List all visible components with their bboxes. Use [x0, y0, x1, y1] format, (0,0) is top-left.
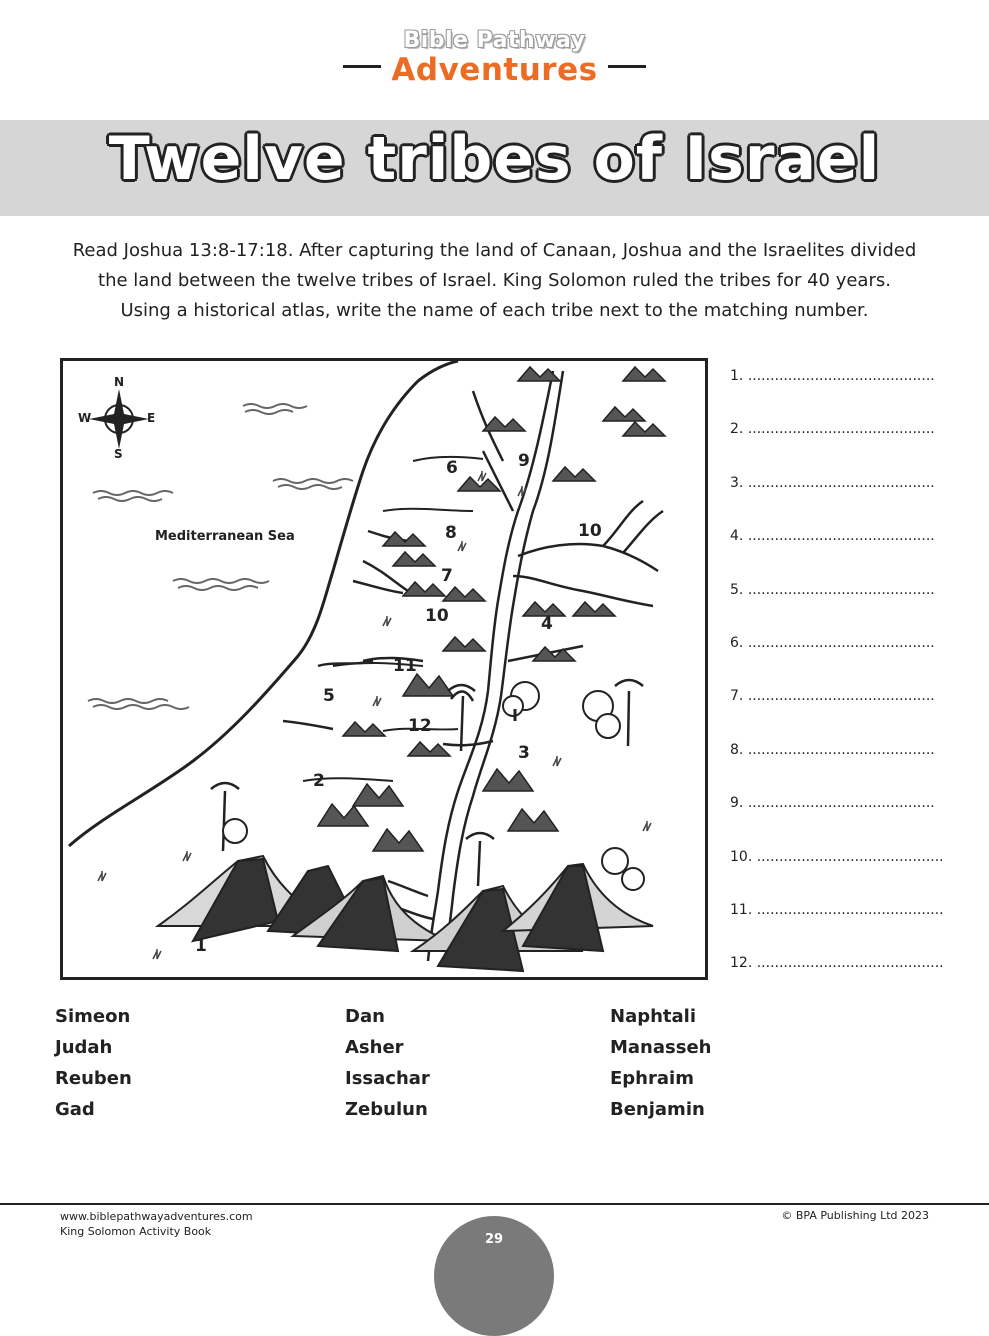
tribe-name: Naphtali [610, 1006, 697, 1027]
answer-number: 7. [730, 688, 744, 705]
answer-blank: .......................................... [747, 474, 935, 491]
tribe-borders [303, 457, 483, 781]
answer-blank: .......................................... [747, 634, 935, 651]
answer-line[interactable] [730, 421, 950, 474]
answer-number: 4. [730, 528, 744, 545]
tribe-name: Judah [55, 1037, 113, 1058]
answer-blank: .......................................... [756, 901, 944, 918]
page-number: 29 [484, 1232, 504, 1247]
answer-line[interactable] [730, 902, 950, 955]
region-number: 10 [425, 606, 449, 626]
footer-copyright: © BPA Publishing Ltd 2023 [781, 1209, 929, 1222]
footer-left [60, 1209, 253, 1239]
region-number: 5 [323, 686, 335, 706]
answer-blank: .......................................... [747, 528, 935, 545]
intro-paragraph [40, 236, 949, 326]
answer-line[interactable] [730, 475, 950, 528]
trees [211, 680, 644, 890]
tribe-name: Asher [345, 1037, 404, 1058]
sea-waves [88, 404, 353, 709]
answer-line[interactable] [730, 849, 950, 902]
answer-blank: .......................................... [756, 848, 944, 865]
answer-line[interactable] [730, 742, 950, 795]
answer-line[interactable] [730, 368, 950, 421]
answer-number: 5. [730, 581, 744, 598]
answer-number: 1. [730, 368, 744, 384]
answer-number: 12. [730, 955, 753, 972]
tribe-name: Issachar [345, 1068, 430, 1089]
compass-south-label: S [114, 447, 123, 461]
coastline [69, 361, 458, 846]
answer-blank: .......................................... [747, 688, 935, 705]
answer-number: 2. [730, 421, 744, 438]
answer-line[interactable] [730, 635, 950, 688]
region-number: 12 [408, 716, 432, 736]
region-number: 10 [578, 521, 602, 541]
answer-number: 6. [730, 634, 744, 651]
answer-line[interactable] [730, 582, 950, 635]
logo-line1: Bible Pathway [403, 28, 586, 53]
mountains-large [158, 856, 653, 971]
logo [0, 22, 989, 102]
compass-west-label: W [78, 411, 92, 425]
footer-book-title: King Solomon Activity Book [60, 1225, 212, 1238]
rivers [283, 371, 663, 961]
region-number: 4 [541, 614, 553, 634]
tribe-name: Simeon [55, 1006, 131, 1027]
answer-number: 3. [730, 474, 744, 491]
sea-label: Mediterranean Sea [155, 529, 295, 544]
tribe-column-3 [610, 1001, 711, 1125]
israel-map [60, 358, 708, 980]
answer-line[interactable] [730, 688, 950, 741]
answer-number: 8. [730, 741, 744, 758]
answer-number: 9. [730, 795, 744, 812]
intro-line: the land between the twelve tribes of Israel. King Solomon ruled the tribes for 40 years. [98, 270, 891, 291]
answer-list [730, 368, 950, 1009]
compass-north-label: N [114, 375, 125, 389]
answer-line[interactable] [730, 795, 950, 848]
tribe-name: Reuben [55, 1068, 132, 1089]
footer-divider [0, 1203, 989, 1205]
compass-east-label: E [147, 411, 156, 425]
tribe-name: Zebulun [345, 1099, 428, 1120]
tribe-name: Dan [345, 1006, 385, 1027]
answer-blank: .......................................... [747, 421, 935, 438]
compass-icon [89, 389, 149, 449]
answer-blank: .......................................... [747, 368, 935, 384]
answer-line[interactable] [730, 955, 950, 1008]
tribe-name: Manasseh [610, 1037, 712, 1058]
answer-blank: .......................................... [756, 955, 944, 972]
answer-number: 11. [730, 901, 753, 918]
region-number: 11 [393, 656, 417, 676]
region-number: 8 [445, 523, 457, 543]
intro-line: Using a historical atlas, write the name of each tribe next to the matching number. [120, 300, 869, 321]
region-number: 2 [313, 771, 325, 791]
tribe-column-1 [55, 1001, 132, 1125]
tribe-name: Gad [55, 1099, 95, 1120]
page-title: Twelve tribes of Israel [108, 124, 881, 194]
answer-blank: .......................................... [747, 741, 935, 758]
region-number: 7 [441, 566, 453, 586]
answer-number: 10. [730, 848, 753, 865]
tribe-name: Ephraim [610, 1068, 694, 1089]
region-number: 6 [446, 458, 458, 478]
logo-line2: Adventures [391, 52, 598, 88]
region-number: 3 [518, 743, 530, 763]
answer-blank: .......................................... [747, 581, 935, 598]
region-number: 1 [195, 936, 207, 956]
footer-website: www.biblepathwayadventures.com [60, 1210, 253, 1223]
answer-line[interactable] [730, 528, 950, 581]
intro-line: Read Joshua 13:8-17:18. After capturing the land of Canaan, Joshua and the Israelites divided [72, 240, 917, 261]
tribe-column-2 [345, 1001, 430, 1125]
tribe-name: Benjamin [610, 1099, 705, 1120]
map-illustration [63, 361, 705, 977]
region-number: 9 [518, 451, 530, 471]
answer-blank: .......................................... [747, 795, 935, 812]
